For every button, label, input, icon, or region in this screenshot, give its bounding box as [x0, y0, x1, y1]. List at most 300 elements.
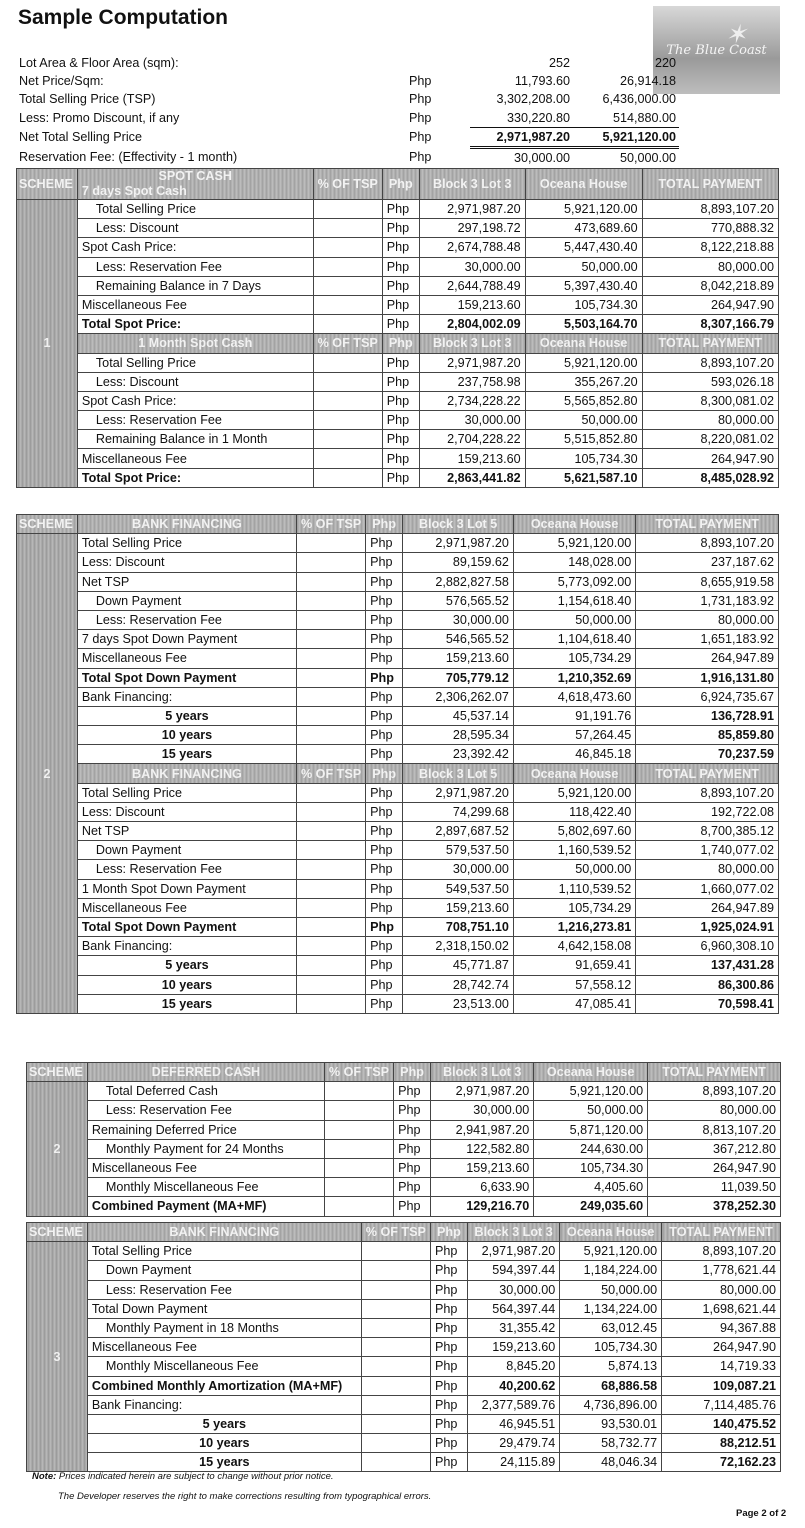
- summary-label: Lot Area & Floor Area (sqm):: [19, 56, 179, 71]
- column-house-header: Oceana House: [513, 515, 635, 534]
- value-lot: 29,479.74: [467, 1434, 559, 1453]
- summary-label: Total Selling Price (TSP): [19, 92, 156, 107]
- pct-cell: [296, 917, 365, 936]
- value-total: 8,700,385.12: [636, 822, 779, 841]
- value-total: 70,237.59: [636, 745, 779, 764]
- row-label: 15 years: [77, 994, 296, 1013]
- row-label: Total Spot Price:: [77, 468, 313, 487]
- php-cell: Php: [366, 687, 403, 706]
- php-cell: Php: [394, 1101, 431, 1120]
- row-label: Bank Financing:: [77, 937, 296, 956]
- php-cell: Php: [394, 1139, 431, 1158]
- currency-label: Php: [409, 110, 432, 125]
- table-row: [27, 1299, 781, 1318]
- table-row: [17, 411, 779, 430]
- value-house: 57,264.45: [513, 726, 635, 745]
- value-lot: 549,537.50: [403, 879, 514, 898]
- row-label: Total Deferred Cash: [87, 1082, 324, 1101]
- value-house: 5,921,120.00: [525, 353, 642, 372]
- pct-cell: [313, 219, 382, 238]
- row-label: Remaining Balance in 7 Days: [77, 276, 313, 295]
- value-lot: 45,537.14: [403, 706, 514, 725]
- value-lot: 594,397.44: [467, 1261, 559, 1280]
- php-cell: Php: [366, 726, 403, 745]
- php-cell: Php: [366, 802, 403, 821]
- summary-value-house: 514,880.00: [573, 109, 679, 128]
- value-house: 105,734.29: [513, 649, 635, 668]
- table-row: [17, 956, 779, 975]
- php-label: Php: [430, 1223, 467, 1242]
- value-total: 1,740,077.02: [636, 841, 779, 860]
- value-lot: 2,971,987.20: [431, 1082, 534, 1101]
- value-lot: 708,751.10: [403, 917, 514, 936]
- column-lot-header: Block 3 Lot 3: [431, 1063, 534, 1082]
- table-row: [17, 649, 779, 668]
- php-cell: Php: [382, 219, 419, 238]
- value-house: 1,184,224.00: [560, 1261, 662, 1280]
- row-label: Miscellaneous Fee: [77, 898, 296, 917]
- value-house: 5,621,587.10: [525, 468, 642, 487]
- value-total: 237,187.62: [636, 553, 779, 572]
- php-label: Php: [394, 1063, 431, 1082]
- column-lot-header: Block 3 Lot 5: [403, 515, 514, 534]
- table-row: [27, 1280, 781, 1299]
- value-total: 80,000.00: [636, 610, 779, 629]
- value-total: 8,655,919.58: [636, 572, 779, 591]
- value-house: 105,734.30: [534, 1158, 648, 1177]
- value-total: 264,947.90: [642, 295, 778, 314]
- value-house: 46,845.18: [513, 745, 635, 764]
- value-total: 88,212.51: [662, 1434, 781, 1453]
- php-cell: Php: [382, 391, 419, 410]
- value-lot: 24,115.89: [467, 1453, 559, 1472]
- value-lot: 159,213.60: [431, 1158, 534, 1177]
- section-title: [77, 169, 313, 200]
- php-cell: Php: [394, 1158, 431, 1177]
- value-lot: 30,000.00: [431, 1101, 534, 1120]
- php-cell: Php: [382, 353, 419, 372]
- value-total: 1,651,183.92: [636, 630, 779, 649]
- php-cell: Php: [394, 1197, 431, 1216]
- scheme-number: 2: [27, 1082, 88, 1216]
- pct-cell: [361, 1357, 430, 1376]
- value-house: 57,558.12: [513, 975, 635, 994]
- table-row: [17, 994, 779, 1013]
- table-row: [17, 687, 779, 706]
- row-label: Down Payment: [77, 841, 296, 860]
- php-cell: Php: [382, 449, 419, 468]
- pct-cell: [296, 860, 365, 879]
- php-cell: Php: [366, 917, 403, 936]
- summary-value-house: 6,436,000.00: [602, 92, 676, 107]
- scheme-bank-financing-3-table: [26, 1222, 781, 1472]
- php-cell: Php: [430, 1434, 467, 1453]
- value-total: 264,947.89: [636, 898, 779, 917]
- value-lot: 159,213.60: [403, 898, 514, 917]
- pct-cell: [324, 1101, 393, 1120]
- row-label: Net TSP: [77, 822, 296, 841]
- value-house: 4,642,158.08: [513, 937, 635, 956]
- value-total: 80,000.00: [636, 860, 779, 879]
- table-row: [17, 917, 779, 936]
- php-cell: Php: [366, 879, 403, 898]
- summary-label: Reservation Fee: (Effectivity - 1 month): [19, 150, 238, 165]
- php-cell: Php: [366, 860, 403, 879]
- value-house: 105,734.30: [525, 449, 642, 468]
- value-total: 8,813,107.20: [648, 1120, 781, 1139]
- section-header-row: [17, 169, 779, 200]
- value-total: 94,367.88: [662, 1318, 781, 1337]
- row-label: 5 years: [77, 956, 296, 975]
- currency-label: Php: [409, 74, 432, 89]
- value-lot: 2,971,987.20: [419, 200, 525, 219]
- scheme-label: SCHEME: [27, 1223, 88, 1242]
- value-lot: 31,355.42: [467, 1318, 559, 1337]
- row-label: 10 years: [87, 1434, 361, 1453]
- row-label: Miscellaneous Fee: [77, 295, 313, 314]
- value-total: 264,947.89: [636, 649, 779, 668]
- table-row: [27, 1395, 781, 1414]
- column-total-header: TOTAL PAYMENT: [636, 764, 779, 783]
- pct-cell: [296, 994, 365, 1013]
- value-house: 148,028.00: [513, 553, 635, 572]
- value-total: 8,893,107.20: [636, 783, 779, 802]
- row-label: Net TSP: [77, 572, 296, 591]
- pct-cell: [313, 372, 382, 391]
- value-house: 91,659.41: [513, 956, 635, 975]
- pct-cell: [324, 1139, 393, 1158]
- value-house: 5,802,697.60: [513, 822, 635, 841]
- value-lot: 564,397.44: [467, 1299, 559, 1318]
- pct-cell: [296, 572, 365, 591]
- value-total: 6,960,308.10: [636, 937, 779, 956]
- table-row: [17, 591, 779, 610]
- pct-cell: [296, 822, 365, 841]
- summary-row: [16, 147, 679, 167]
- scheme-number: 2: [17, 534, 78, 1014]
- value-house: 1,134,224.00: [560, 1299, 662, 1318]
- pct-cell: [324, 1082, 393, 1101]
- row-label: Miscellaneous Fee: [77, 449, 313, 468]
- value-house: 50,000.00: [560, 1280, 662, 1299]
- value-total: 1,731,183.92: [636, 591, 779, 610]
- value-lot: 2,377,589.76: [467, 1395, 559, 1414]
- table-row: [17, 572, 779, 591]
- pct-cell: [313, 353, 382, 372]
- value-total: 1,916,131.80: [636, 668, 779, 687]
- table-row: [17, 353, 779, 372]
- value-lot: 576,565.52: [403, 591, 514, 610]
- pct-cell: [296, 668, 365, 687]
- summary-value-lot: 2,971,987.20: [470, 127, 573, 147]
- column-lot-header: Block 3 Lot 3: [419, 169, 525, 200]
- php-cell: Php: [366, 706, 403, 725]
- value-house: 4,405.60: [534, 1178, 648, 1197]
- value-total: 85,859.80: [636, 726, 779, 745]
- section-title: 7 days Spot Cash: [81, 184, 187, 198]
- table-row: [17, 802, 779, 821]
- php-cell: Php: [366, 994, 403, 1013]
- row-label: Less: Reservation Fee: [77, 411, 313, 430]
- php-cell: Php: [366, 591, 403, 610]
- note-label: Note:: [32, 1471, 57, 1482]
- column-house-header: Oceana House: [534, 1063, 648, 1082]
- pct-cell: [361, 1261, 430, 1280]
- column-lot-header: Block 3 Lot 3: [467, 1223, 559, 1242]
- currency-label: Php: [409, 92, 432, 107]
- table-row: [17, 860, 779, 879]
- pct-cell: [313, 430, 382, 449]
- value-total: 593,026.18: [642, 372, 778, 391]
- row-label: 1 Month Spot Down Payment: [77, 879, 296, 898]
- table-row: [17, 468, 779, 487]
- pct-cell: [296, 937, 365, 956]
- row-label: Miscellaneous Fee: [77, 649, 296, 668]
- value-lot: 159,213.60: [467, 1338, 559, 1357]
- value-total: 1,660,077.02: [636, 879, 779, 898]
- value-lot: 2,897,687.52: [403, 822, 514, 841]
- value-lot: 2,971,987.20: [403, 783, 514, 802]
- value-total: 1,698,621.44: [662, 1299, 781, 1318]
- value-house: 5,921,120.00: [560, 1242, 662, 1261]
- table-row: [27, 1434, 781, 1453]
- php-cell: Php: [382, 200, 419, 219]
- scheme-number: 1: [17, 200, 78, 488]
- value-house: 1,216,273.81: [513, 917, 635, 936]
- table-row: [27, 1178, 781, 1197]
- value-lot: 2,704,228.22: [419, 430, 525, 449]
- pct-cell: [296, 706, 365, 725]
- summary-label: Net Total Selling Price: [19, 130, 142, 145]
- php-cell: Php: [394, 1082, 431, 1101]
- value-house: 47,085.41: [513, 994, 635, 1013]
- note-corrections: The Developer reserves the right to make corrections resulting from typographical errors.: [58, 1491, 432, 1502]
- php-cell: Php: [430, 1338, 467, 1357]
- logo-text: The Blue Coast: [666, 42, 767, 58]
- value-house: 105,734.30: [525, 295, 642, 314]
- row-label: 10 years: [77, 726, 296, 745]
- value-house: 1,104,618.40: [513, 630, 635, 649]
- value-lot: 8,845.20: [467, 1357, 559, 1376]
- php-cell: Php: [382, 468, 419, 487]
- value-house: 58,732.77: [560, 1434, 662, 1453]
- value-house: 1,154,618.40: [513, 591, 635, 610]
- value-house: 5,874.13: [560, 1357, 662, 1376]
- pct-cell: [296, 898, 365, 917]
- pct-cell: [296, 975, 365, 994]
- value-lot: 30,000.00: [419, 257, 525, 276]
- column-lot-header: Block 3 Lot 3: [419, 334, 525, 353]
- currency-label: [406, 54, 470, 72]
- table-row: [17, 534, 779, 553]
- php-label: Php: [366, 515, 403, 534]
- table-row: [17, 449, 779, 468]
- php-cell: Php: [366, 534, 403, 553]
- pct-cell: [361, 1338, 430, 1357]
- table-row: [17, 706, 779, 725]
- section-title: BANK FINANCING: [77, 764, 296, 783]
- row-label: Monthly Payment for 24 Months: [87, 1139, 324, 1158]
- pct-cell: [361, 1318, 430, 1337]
- table-row: [17, 745, 779, 764]
- value-house: 48,046.34: [560, 1453, 662, 1472]
- php-cell: Php: [394, 1178, 431, 1197]
- table-row: [17, 295, 779, 314]
- value-lot: 2,971,987.20: [419, 353, 525, 372]
- row-label: Less: Discount: [77, 553, 296, 572]
- value-lot: 28,595.34: [403, 726, 514, 745]
- value-total: 14,719.33: [662, 1357, 781, 1376]
- summary-value-lot: 11,793.60: [514, 74, 570, 89]
- value-total: 7,114,485.76: [662, 1395, 781, 1414]
- php-cell: Php: [366, 610, 403, 629]
- value-lot: 2,644,788.49: [419, 276, 525, 295]
- scheme-label: SCHEME: [17, 515, 78, 534]
- scheme-label: SCHEME: [17, 169, 78, 200]
- row-label: Spot Cash Price:: [77, 238, 313, 257]
- row-label: Less: Reservation Fee: [87, 1280, 361, 1299]
- section-title: DEFERRED CASH: [87, 1063, 324, 1082]
- table-row: [27, 1082, 781, 1101]
- value-lot: 2,306,262.07: [403, 687, 514, 706]
- table-row: [17, 841, 779, 860]
- pct-cell: [313, 200, 382, 219]
- summary-row: [16, 90, 679, 108]
- column-total-header: TOTAL PAYMENT: [642, 334, 778, 353]
- value-total: 8,300,081.02: [642, 391, 778, 410]
- row-label: Monthly Miscellaneous Fee: [87, 1357, 361, 1376]
- row-label: Less: Discount: [77, 372, 313, 391]
- row-label: Remaining Balance in 1 Month: [77, 430, 313, 449]
- row-label: 7 days Spot Down Payment: [77, 630, 296, 649]
- section-header-row: [17, 334, 779, 353]
- php-cell: Php: [366, 937, 403, 956]
- scheme-spot-cash-table: [16, 168, 779, 488]
- pct-cell: [296, 783, 365, 802]
- row-label: 15 years: [87, 1453, 361, 1472]
- php-cell: Php: [430, 1395, 467, 1414]
- row-label: Down Payment: [87, 1261, 361, 1280]
- php-cell: Php: [382, 372, 419, 391]
- value-house: 4,618,473.60: [513, 687, 635, 706]
- pct-cell: [324, 1178, 393, 1197]
- table-row: [17, 898, 779, 917]
- section-title: BANK FINANCING: [77, 515, 296, 534]
- pct-cell: [361, 1453, 430, 1472]
- php-cell: Php: [366, 956, 403, 975]
- value-total: 264,947.90: [648, 1158, 781, 1177]
- pct-cell: [296, 956, 365, 975]
- value-total: 137,431.28: [636, 956, 779, 975]
- table-row: [17, 783, 779, 802]
- value-lot: 122,582.80: [431, 1139, 534, 1158]
- table-row: [17, 553, 779, 572]
- php-cell: Php: [382, 295, 419, 314]
- php-cell: Php: [382, 238, 419, 257]
- value-total: 8,485,028.92: [642, 468, 778, 487]
- pct-cell: [313, 295, 382, 314]
- row-label: Combined Payment (MA+MF): [87, 1197, 324, 1216]
- scheme-number: 3: [27, 1242, 88, 1472]
- pct-cell: [361, 1395, 430, 1414]
- row-label: 10 years: [77, 975, 296, 994]
- php-cell: Php: [366, 975, 403, 994]
- table-row: [17, 879, 779, 898]
- value-lot: 30,000.00: [403, 860, 514, 879]
- row-label: Total Selling Price: [87, 1242, 361, 1261]
- page-title: Sample Computation: [18, 6, 229, 29]
- value-lot: 2,971,987.20: [467, 1242, 559, 1261]
- value-total: 8,893,107.20: [662, 1242, 781, 1261]
- table-row: [17, 630, 779, 649]
- value-house: 50,000.00: [513, 860, 635, 879]
- value-house: 68,886.58: [560, 1376, 662, 1395]
- row-label: Total Spot Price:: [77, 315, 313, 334]
- php-cell: Php: [366, 649, 403, 668]
- value-lot: 46,945.51: [467, 1414, 559, 1433]
- php-cell: Php: [430, 1242, 467, 1261]
- row-label: Monthly Payment in 18 Months: [87, 1318, 361, 1337]
- value-lot: 40,200.62: [467, 1376, 559, 1395]
- table-row: [27, 1357, 781, 1376]
- table-row: [27, 1101, 781, 1120]
- php-cell: Php: [382, 430, 419, 449]
- value-lot: 159,213.60: [403, 649, 514, 668]
- value-house: 355,267.20: [525, 372, 642, 391]
- php-cell: Php: [430, 1299, 467, 1318]
- value-total: 11,039.50: [648, 1178, 781, 1197]
- value-house: 50,000.00: [534, 1101, 648, 1120]
- value-lot: 579,537.50: [403, 841, 514, 860]
- scheme-deferred-cash-table: [26, 1062, 781, 1217]
- column-total-header: TOTAL PAYMENT: [642, 169, 778, 200]
- value-house: 5,921,120.00: [534, 1082, 648, 1101]
- value-total: 8,893,107.20: [642, 353, 778, 372]
- value-total: 80,000.00: [662, 1280, 781, 1299]
- table-row: [17, 937, 779, 956]
- php-cell: Php: [366, 841, 403, 860]
- value-house: 5,921,120.00: [525, 200, 642, 219]
- row-label: Spot Cash Price:: [77, 391, 313, 410]
- value-house: 5,515,852.80: [525, 430, 642, 449]
- pct-cell: [324, 1158, 393, 1177]
- table-row: [17, 610, 779, 629]
- row-label: Less: Reservation Fee: [77, 257, 313, 276]
- pct-cell: [361, 1414, 430, 1433]
- php-cell: Php: [382, 276, 419, 295]
- table-row: [27, 1261, 781, 1280]
- summary-label: Less: Promo Discount, if any: [19, 110, 180, 125]
- value-house: 244,630.00: [534, 1139, 648, 1158]
- value-house: 63,012.45: [560, 1318, 662, 1337]
- value-house: 91,191.76: [513, 706, 635, 725]
- php-label: Php: [382, 334, 419, 353]
- value-lot: 159,213.60: [419, 449, 525, 468]
- table-row: [27, 1197, 781, 1216]
- value-total: 8,893,107.20: [648, 1082, 781, 1101]
- pct-cell: [313, 391, 382, 410]
- value-house: 50,000.00: [525, 411, 642, 430]
- summary-value-lot: 30,000.00: [513, 151, 570, 166]
- value-total: 86,300.86: [636, 975, 779, 994]
- summary-value-house: 5,921,120.00: [573, 127, 679, 147]
- value-total: 8,893,107.20: [636, 534, 779, 553]
- pct-cell: [361, 1299, 430, 1318]
- value-total: 136,728.91: [636, 706, 779, 725]
- php-label: Php: [366, 764, 403, 783]
- column-house-header: Oceana House: [525, 334, 642, 353]
- starfish-icon: ✶: [725, 20, 747, 50]
